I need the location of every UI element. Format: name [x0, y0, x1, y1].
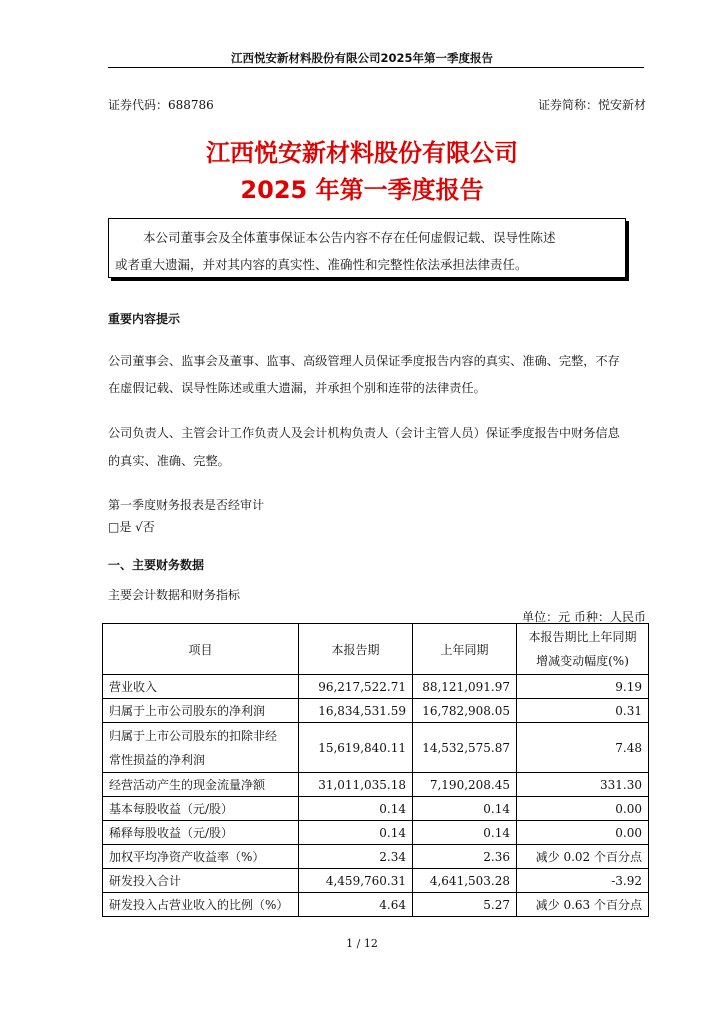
row-current: 31,011,035.18 — [299, 773, 413, 797]
table-row — [103, 699, 649, 723]
header-change-line1: 本报告期比上年同期 — [528, 630, 637, 644]
row-change: 0.00 — [517, 797, 649, 821]
header-prior: 上年同期 — [413, 624, 517, 675]
highlights-p1-line1: 公司董事会、监事会及董事、监事、高级管理人员保证季度报告内容的真实、准确、完整，不存 — [108, 354, 620, 368]
row-change: 0.31 — [517, 699, 649, 723]
row-current: 16,834,531.59 — [299, 699, 413, 723]
currency-unit: 单位：元 币种：人民币 — [522, 610, 646, 624]
table-row — [103, 797, 649, 821]
row-change: -3.92 — [517, 869, 649, 893]
header-change-line2: 增减变动幅度(%) — [536, 654, 629, 668]
table-row — [103, 675, 649, 699]
row-item: 营业收入 — [103, 675, 299, 699]
row-current: 96,217,522.71 — [299, 675, 413, 699]
notice-line-1: 本公司董事会及全体董事保证本公告内容不存在任何虚假记载、误导性陈述 — [143, 230, 556, 245]
row-item: 经营活动产生的现金流量净额 — [103, 773, 299, 797]
row-prior: 5.27 — [413, 893, 517, 917]
highlights-p2-line2: 的真实、准确、完整。 — [108, 454, 230, 468]
row-prior: 16,782,908.05 — [413, 699, 517, 723]
stock-code: 证券代码：688786 — [108, 98, 214, 112]
audit-answer: □是 √否 — [108, 520, 155, 534]
company-title: 江西悦安新材料股份有限公司 — [206, 139, 518, 167]
highlights-p1-line2: 在虚假记载、误导性陈述或重大遗漏，并承担个别和连带的法律责任。 — [108, 381, 486, 395]
table-row — [103, 821, 649, 845]
row-change: 减少 0.63 个百分点 — [517, 893, 649, 917]
table-row — [103, 773, 649, 797]
highlights-heading: 重要内容提示 — [108, 312, 181, 326]
stock-abbr: 证券简称：悦安新材 — [537, 98, 646, 112]
row-item: 加权平均净资产收益率（%） — [103, 845, 299, 869]
section-1-heading: 一、主要财务数据 — [108, 558, 205, 572]
header-item: 项目 — [103, 624, 299, 675]
row-prior: 0.14 — [413, 797, 517, 821]
notice-line-2: 或者重大遗漏，并对其内容的真实性、准确性和完整性依法承担法律责任。 — [115, 257, 528, 272]
row-prior: 0.14 — [413, 821, 517, 845]
row-prior: 88,121,091.97 — [413, 675, 517, 699]
header-current: 本报告期 — [299, 624, 413, 675]
row-current: 2.34 — [299, 845, 413, 869]
table-row — [103, 893, 649, 917]
row-change: 减少 0.02 个百分点 — [517, 845, 649, 869]
row-change: 9.19 — [517, 675, 649, 699]
report-title: 2025 年第一季度报告 — [240, 176, 484, 204]
row-item: 稀释每股收益（元/股） — [103, 821, 299, 845]
financial-data-table — [102, 623, 649, 917]
row-prior: 14,532,575.87 — [413, 723, 517, 773]
running-header: 江西悦安新材料股份有限公司2025年第一季度报告 — [230, 51, 493, 65]
section-1-subheading: 主要会计数据和财务指标 — [108, 588, 241, 602]
row-change: 0.00 — [517, 821, 649, 845]
row-item — [103, 723, 299, 773]
row-prior: 4,641,503.28 — [413, 869, 517, 893]
row-current: 0.14 — [299, 821, 413, 845]
table-row — [103, 869, 649, 893]
row-item: 基本每股收益（元/股） — [103, 797, 299, 821]
header-rule — [108, 67, 644, 68]
row-current: 4,459,760.31 — [299, 869, 413, 893]
row-item-line1: 归属于上市公司股东的扣除非经 — [109, 728, 278, 743]
row-item-line2: 常性损益的净利润 — [109, 752, 206, 767]
row-item: 研发投入占营业收入的比例（%） — [103, 893, 299, 917]
row-current: 0.14 — [299, 797, 413, 821]
table-row — [103, 845, 649, 869]
row-item: 归属于上市公司股东的净利润 — [103, 699, 299, 723]
table-row — [103, 723, 649, 773]
row-change: 7.48 — [517, 723, 649, 773]
row-current: 4.64 — [299, 893, 413, 917]
row-prior: 7,190,208.45 — [413, 773, 517, 797]
table-header-row — [103, 624, 649, 675]
row-prior: 2.36 — [413, 845, 517, 869]
row-item: 研发投入合计 — [103, 869, 299, 893]
highlights-p2-line1: 公司负责人、主管会计工作负责人及会计机构负责人（会计主管人员）保证季度报告中财务信息 — [108, 426, 620, 440]
page-number: 1 / 12 — [346, 937, 378, 950]
audit-question: 第一季度财务报表是否经审计 — [108, 498, 265, 512]
row-current: 15,619,840.11 — [299, 723, 413, 773]
header-change — [517, 624, 649, 675]
row-change: 331.30 — [517, 773, 649, 797]
board-notice-box — [108, 218, 626, 278]
